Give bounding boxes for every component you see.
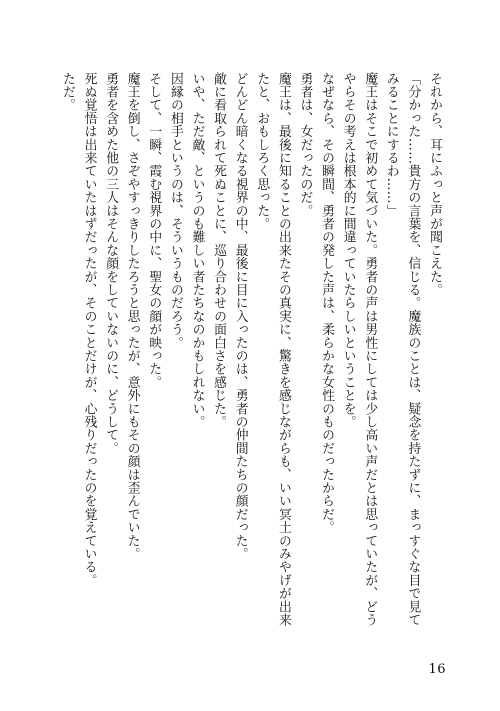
text-line-1: それから、耳にふっと声が聞こえた。 (427, 72, 442, 297)
text-line-13: 勇者を含めた他の三人はそんな顔をしていないのに、どうして。 (103, 72, 119, 455)
page-number: 16 (428, 662, 446, 677)
text-line-7: どんどん暗くなる視界の中、最後に目に入ったのは、勇者の仲間たちの顔だった。 (232, 72, 248, 561)
text-line-14: 死ぬ覚悟は出来ていたはずだったが、そのことだけが、心残りだったのを覚えている。 (81, 72, 97, 587)
text-line-12: 魔王を倒し、さぞやすっきりしたろうと思ったが、意外にもその顔は歪んでいた。 (124, 72, 140, 561)
text-line-10: 因縁の相手というのは、そういうものだろう。 (167, 72, 183, 350)
text-line-15: ただ。 (59, 72, 75, 112)
text-line-4: なぜなら、その瞬間、勇者の発した声は、柔らかな女性のものだったからだ。 (319, 72, 335, 534)
text-line-5: 勇者は、女だったのだ。 (297, 72, 313, 218)
text-line-2: 「分かった……貴方の言葉を、信じる。魔族のことは、疑念を持たずに、まっすぐな目で見てみることにするわ……」 (383, 72, 421, 627)
text-line-6: 魔王は、最後に知ることの出来たその真実に、驚きを感じながらも、いい冥土のみやげが出来たと、おもしろく思った。 (254, 72, 291, 627)
text-line-11: そして、一瞬、霞む視界の中に、聖女の顔が映った。 (146, 72, 162, 389)
text-line-9: いや、ただ敵、というのも難しい者たちなのかもしれない。 (189, 72, 205, 429)
text-line-3: 魔王はそこで初めて気づいた。勇者の声は男性にしては少し高い声だとは思っていたが、どうやらその考えは根本的に間違っていたらしいということを。 (340, 72, 378, 627)
vertical-text-block (25, 72, 445, 632)
text-line-8: 敵に看取られて死ぬことに、巡り合わせの面白さを感じた。 (211, 72, 227, 429)
